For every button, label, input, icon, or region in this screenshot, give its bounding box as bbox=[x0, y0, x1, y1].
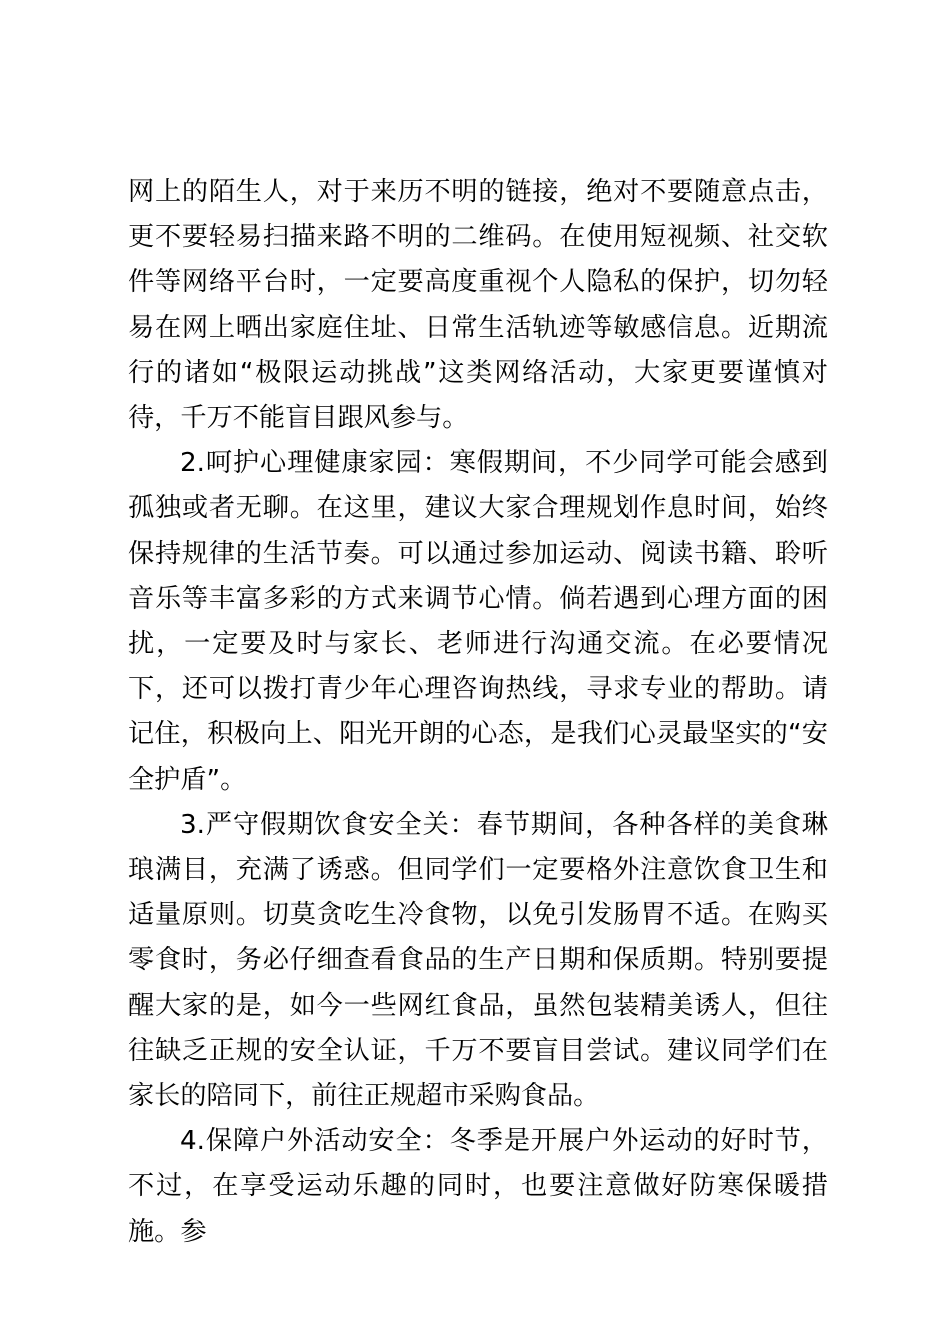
paragraph-food-safety: 3.严守假期饮食安全关：春节期间，各种各样的美食琳琅满目，充满了诱惑。但同学们一定要格外注意饮食卫生和适量原则。切莫贪吃生冷食物，以免引发肠胃不适。在购买零食时，务必仔细查看食品的生产日期和保质期。特别要提醒大家的是，如今一些网红食品，虽然包装精美诱人，但往往缺乏正规的安全认证，千万不要盲目尝试。建议同学们在家长的陪同下，前往正规超市采购食品。 bbox=[128, 809, 828, 1112]
paragraph-outdoor-safety: 4.保障户外活动安全：冬季是开展户外运动的好时节，不过，在享受运动乐趣的同时，也要注意做好防寒保暖措施。参 bbox=[128, 1126, 828, 1247]
paragraph-continuation: 网上的陌生人，对于来历不明的链接，绝对不要随意点击，更不要轻易扫描来路不明的二维码。在使用短视频、社交软件等网络平台时，一定要高度重视个人隐私的保护，切勿轻易在网上晒出家庭住址、日常生活轨迹等敏感信息。近期流行的诸如“极限运动挑战”这类网络活动，大家更要谨慎对待，千万不能盲目跟风参与。 bbox=[128, 177, 828, 434]
paragraph-mental-health: 2.呵护心理健康家园：寒假期间，不少同学可能会感到孤独或者无聊。在这里，建议大家合理规划作息时间，始终保持规律的生活节奏。可以通过参加运动、阅读书籍、聆听音乐等丰富多彩的方式来调节心情。倘若遇到心理方面的困扰，一定要及时与家长、老师进行沟通交流。在必要情况下，还可以拨打青少年心理咨询热线，寻求专业的帮助。请记住，积极向上、阳光开朗的心态，是我们心灵最坚实的“安全护盾”。 bbox=[128, 448, 828, 795]
document-body bbox=[128, 170, 828, 1255]
